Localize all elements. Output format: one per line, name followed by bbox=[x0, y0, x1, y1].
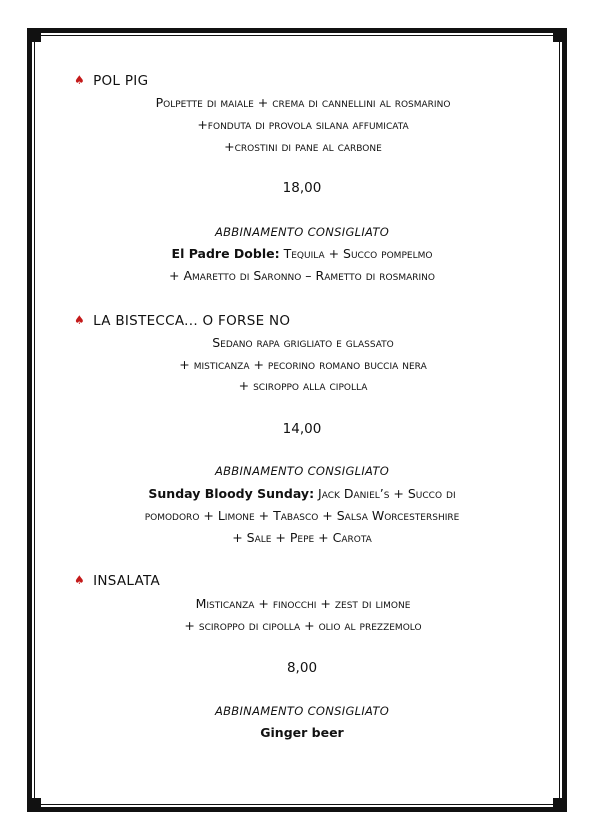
dish-description-line: Polpette di maiale + crema di cannellini al rosmarino bbox=[155, 95, 451, 110]
spade-icon: ♠ bbox=[74, 573, 86, 587]
cocktail-name: El Padre Doble: bbox=[171, 246, 280, 261]
pairing-line bbox=[0, 246, 594, 261]
pairing-line: + Sale + Pepe + Carota bbox=[232, 530, 372, 545]
spade-icon: ♠ bbox=[74, 73, 86, 87]
spade-icon: ♠ bbox=[74, 313, 86, 327]
cocktail-name: Ginger beer bbox=[260, 725, 344, 740]
pairing-ingredients: Tequila + Succo pompelmo bbox=[279, 246, 433, 261]
dish-description-line: Misticanza + finocchi + zest di limone bbox=[195, 596, 411, 611]
cocktail-name: Sunday Bloody Sunday: bbox=[148, 486, 315, 501]
pairing-ingredients: Jack Daniel’s + Succo di bbox=[314, 486, 456, 501]
pairing-line bbox=[0, 486, 594, 501]
dish-description-line: + sciroppo alla cipolla bbox=[238, 378, 368, 393]
dish-title: ♠ POL PIG bbox=[74, 73, 149, 89]
dish-description-line: +fonduta di provola silana affumicata bbox=[197, 117, 409, 132]
dish-title: ♠ LA BISTECCA... O FORSE NO bbox=[74, 313, 291, 329]
frame-corner-br bbox=[553, 798, 567, 812]
pairing-line: + Amaretto di Saronno – Rametto di rosmarino bbox=[169, 268, 435, 283]
dish-description-line: + sciroppo di cipolla + olio al prezzemolo bbox=[184, 618, 422, 633]
pairing-label: ABBINAMENTO CONSIGLIATO bbox=[214, 464, 390, 478]
dish-price: 18,00 bbox=[282, 180, 322, 196]
frame-corner-tl bbox=[27, 28, 41, 42]
pairing-label: ABBINAMENTO CONSIGLIATO bbox=[214, 225, 390, 239]
pairing-line: pomodoro + Limone + Tabasco + Salsa Worcestershire bbox=[144, 508, 460, 523]
pairing-line bbox=[0, 725, 594, 740]
dish-title: ♠ INSALATA bbox=[74, 573, 161, 589]
pairing-label: ABBINAMENTO CONSIGLIATO bbox=[214, 704, 390, 718]
dish-price: 8,00 bbox=[286, 660, 318, 676]
frame-corner-bl bbox=[27, 798, 41, 812]
dish-description-line: + misticanza + pecorino romano buccia nera bbox=[179, 357, 427, 372]
dish-price: 14,00 bbox=[282, 421, 322, 437]
frame-corner-tr bbox=[553, 28, 567, 42]
dish-description-line: +crostini di pane al carbone bbox=[224, 139, 382, 154]
dish-description-line: Sedano rapa grigliato e glassato bbox=[212, 335, 394, 350]
